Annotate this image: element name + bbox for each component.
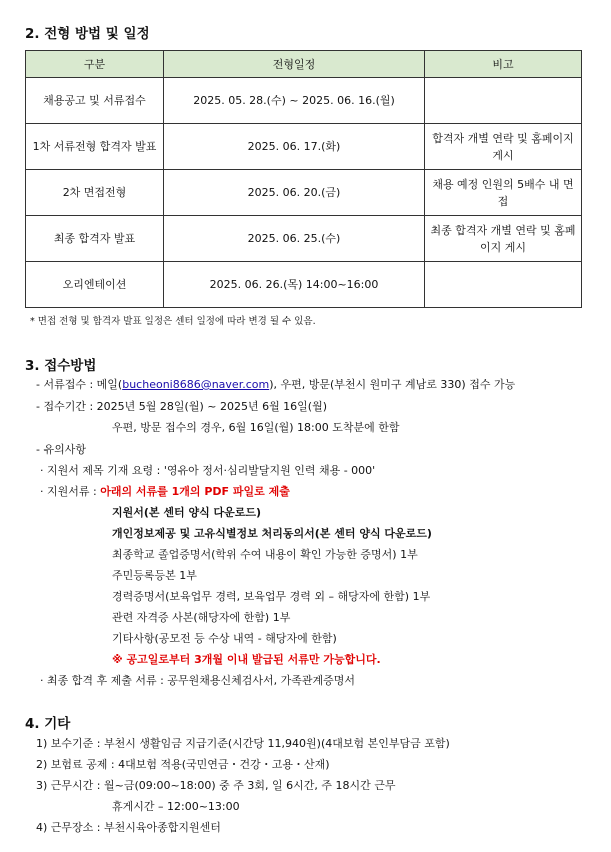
row-category: 최종 합격자 발표 [26,216,164,262]
row-note [425,78,582,124]
doc-item: 주민등록등본 1부 [112,569,197,582]
table-row [26,124,582,170]
header-category: 구분 [26,51,164,78]
docs-warning: ※ 공고일로부터 3개월 이내 발급된 서류만 가능합니다. [112,653,381,666]
row-note: 최종 합격자 개별 연락 및 홈페이지 게시 [425,216,582,262]
misc-item: 1) 보수기준 : 부천시 생활임금 지급기준(시간당 11,940원)(4대보험 본인부담금 포함) [36,737,450,750]
receipt-email-link[interactable]: bucheoni8686@naver.com [122,378,270,391]
section4-title: 4. 기타 [25,716,71,732]
receipt-line [36,378,515,392]
doc-item: 기타사항(공모전 등 수상 내역 - 해당자에 한함) [112,632,337,645]
schedule-table [25,50,582,308]
row-schedule: 2025. 06. 26.(목) 14:00~16:00 [164,262,425,308]
table-row [26,216,582,262]
misc-item: 4) 근무장소 : 부천시육아종합지원센터 [36,821,221,834]
row-category: 채용공고 및 서류접수 [26,78,164,124]
misc-item: 휴게시간 – 12:00~13:00 [112,800,240,813]
receipt-suffix: ), 우편, 방문(부천시 원미구 계남로 330) 접수 가능 [269,378,516,391]
row-category: 오리엔테이션 [26,262,164,308]
header-note: 비고 [425,51,582,78]
docs-label-line [40,485,290,499]
row-note [425,262,582,308]
row-schedule: 2025. 05. 28.(수) ~ 2025. 06. 16.(월) [164,78,425,124]
row-schedule: 2025. 06. 25.(수) [164,216,425,262]
docs-label: · 지원서류 : [40,485,101,498]
period-line-1: - 접수기간 : 2025년 5월 28일(월) ~ 2025년 6월 16일(월) [36,400,328,413]
doc-item: 관련 자격증 사본(해당자에 한함) 1부 [112,611,291,624]
table-row [26,170,582,216]
section3-title: 3. 접수방법 [25,358,97,374]
row-schedule: 2025. 06. 17.(화) [164,124,425,170]
subject-line: · 지원서 제목 기재 요령 : '영유아 정서·심리발달지원 인력 채용 - 000' [40,464,376,477]
table-header-row [26,51,582,78]
row-note: 채용 예정 인원의 5배수 내 면접 [425,170,582,216]
docs-instruction: 아래의 서류를 1개의 PDF 파일로 제출 [100,485,290,498]
section2-title: 2. 전형 방법 및 일정 [25,26,150,42]
header-schedule: 전형일정 [164,51,425,78]
row-note: 합격자 개별 연락 및 홈페이지 게시 [425,124,582,170]
table-row [26,78,582,124]
misc-item: 3) 근무시간 : 월~금(09:00~18:00) 중 주 3회, 일 6시간, 주 18시간 근무 [36,779,396,792]
notice-title: - 유의사항 [36,443,86,456]
row-schedule: 2025. 06. 20.(금) [164,170,425,216]
row-category: 1차 서류전형 합격자 발표 [26,124,164,170]
period-line-2: 우편, 방문 접수의 경우, 6월 16일(월) 18:00 도착분에 한함 [112,421,400,434]
receipt-prefix: - 서류접수 : 메일( [36,378,123,391]
doc-item: 개인정보제공 및 고유식별정보 처리동의서(본 센터 양식 다운로드) [112,527,432,540]
table-row [26,262,582,308]
misc-item: 2) 보험료 공제 : 4대보험 적용(국민연금・건강・고용・산재) [36,758,330,771]
doc-item: 지원서(본 센터 양식 다운로드) [112,506,262,519]
doc-item: 최종학교 졸업증명서(학위 수여 내용이 확인 가능한 증명서) 1부 [112,548,418,561]
schedule-footnote: * 면접 전형 및 합격자 발표 일정은 센터 일정에 따라 변경 될 수 있음. [30,316,316,327]
doc-item: 경력증명서(보육업무 경력, 보육업무 경력 외 – 해당자에 한함) 1부 [112,590,431,603]
final-docs-line: · 최종 합격 후 제출 서류 : 공무원채용신체검사서, 가족관계증명서 [40,674,355,687]
row-category: 2차 면접전형 [26,170,164,216]
